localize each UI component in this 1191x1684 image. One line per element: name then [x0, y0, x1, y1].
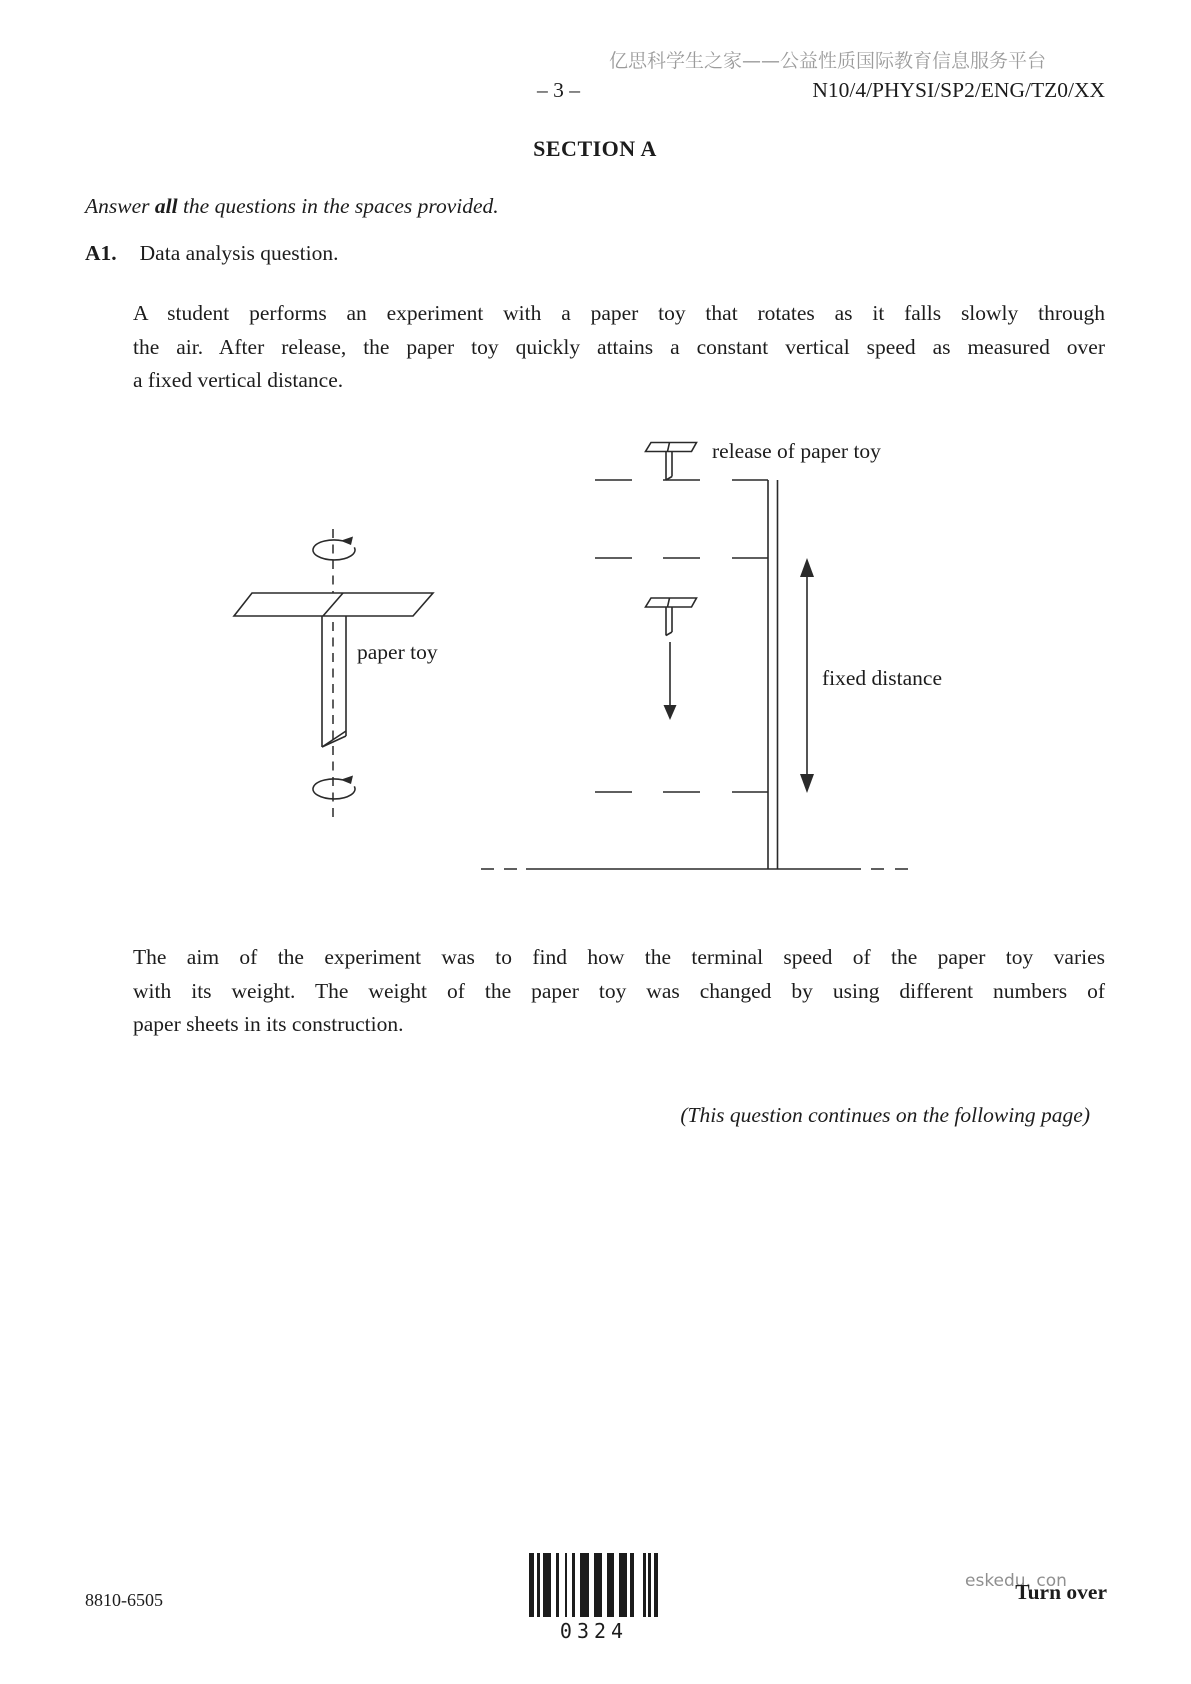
section-instruction: [85, 194, 499, 219]
pole: [768, 480, 778, 869]
instruction-emphasis: all: [154, 194, 178, 218]
paragraph-1: [133, 297, 1105, 398]
question-number: A1.: [85, 241, 117, 265]
released-toy-icon: [646, 443, 697, 481]
toy-vertical-strip: [322, 616, 346, 747]
paragraph-line: a fixed vertical distance.: [133, 368, 344, 392]
falling-toy-icon: [646, 598, 697, 636]
drop-experiment-figure: [481, 443, 908, 870]
paragraph-line: with its weight. The weight of the paper toy was changed by using different numbers of: [133, 978, 1105, 1003]
section-title: SECTION A: [533, 136, 657, 161]
fixed-distance-label: fixed distance: [822, 666, 942, 690]
paragraph-line: paper sheets in its construction.: [133, 1012, 404, 1036]
fixed-distance-arrow: [800, 558, 814, 793]
release-label: release of paper toy: [712, 439, 881, 463]
page-number: – 3 –: [537, 78, 580, 102]
paper-toy-illustration: [234, 529, 433, 817]
cn-watermark-text: 亿思科学生之家——公益性质国际教育信息服务平台: [608, 50, 1046, 72]
paragraph-2: [133, 941, 1105, 1042]
paragraph-line: The aim of the experiment was to find how the terminal speed of the paper toy varies: [133, 945, 1105, 969]
paragraph-line: A student performs an experiment with a paper toy that rotates as it falls slowly through: [133, 301, 1105, 325]
descent-arrow: [664, 642, 677, 720]
question-title: Data analysis question.: [139, 241, 339, 265]
document-number: 8810-6505: [85, 1590, 163, 1610]
barcode-digits: 0324: [559, 1619, 629, 1643]
instruction-pre: Answer: [85, 194, 155, 218]
eskedu-watermark: eskedu. con: [965, 1571, 1067, 1591]
continuation-note: (This question continues on the following page): [680, 1103, 1090, 1127]
rotation-arrow-top: [313, 537, 355, 560]
question-heading: [85, 241, 339, 266]
paper-code: N10/4/PHYSI/SP2/ENG/TZ0/XX: [812, 78, 1105, 102]
paragraph-line: the air. After release, the paper toy quickly attains a constant vertical speed as measured over: [133, 334, 1105, 359]
instruction-post: the questions in the spaces provided.: [177, 194, 499, 218]
turn-over-label: Turn over: [1015, 1580, 1107, 1604]
paper-toy-label: paper toy: [357, 640, 438, 664]
toy-horizontal-strip: [234, 593, 433, 616]
rotation-arrow-bottom: [313, 776, 355, 799]
barcode: [529, 1553, 658, 1617]
